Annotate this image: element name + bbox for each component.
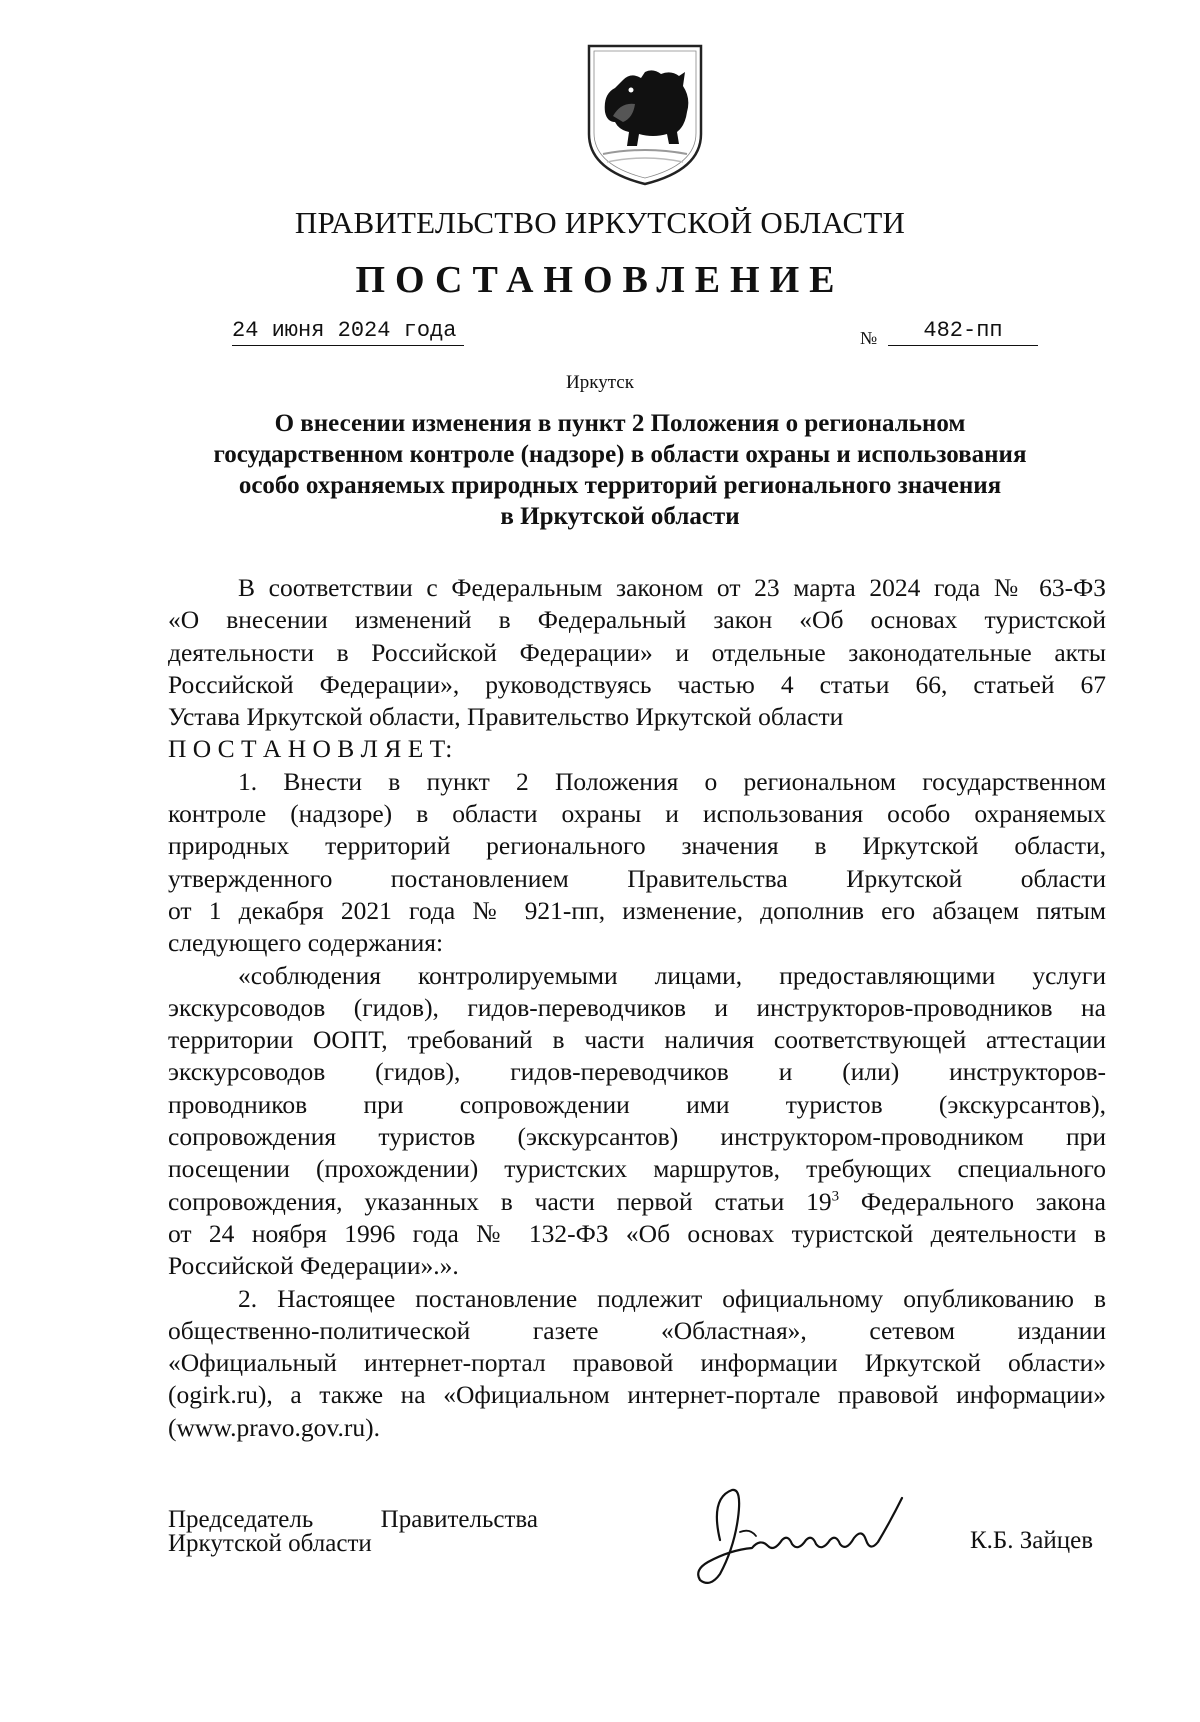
quote-line: экскурсоводов (гидов), гидов-переводчиков и (или) инструкторов- xyxy=(168,1057,1106,1087)
title-line: государственном контроле (надзоре) в области охраны и использования xyxy=(213,441,1027,468)
quote-text: сопровождения, указанных в части первой статьи 19 xyxy=(168,1186,832,1216)
item2-line: общественно-политической газете «Областная», сетевом издании xyxy=(168,1315,1106,1345)
document-date: 24 июня 2024 года xyxy=(232,318,464,346)
quote-line: Российской Федерации».». xyxy=(168,1251,459,1281)
quote-line: от 24 ноября 1996 года № 132-ФЗ «Об основах туристской деятельности в xyxy=(168,1218,1106,1248)
item1-line: от 1 декабря 2021 года № 921-пп, изменение, дополнив его абзацем пятым xyxy=(168,895,1106,925)
item2-line: 2. Настоящее постановление подлежит официальному опубликованию в xyxy=(238,1283,1106,1313)
title-line: О внесении изменения в пункт 2 Положения о региональном xyxy=(274,410,966,437)
quote-line: проводников при сопровождении ими туристов (экскурсантов), xyxy=(168,1089,1106,1119)
document-number: 482-пп xyxy=(888,318,1038,346)
signatory-position xyxy=(168,1508,538,1556)
preamble-line: Устава Иркутской области, Правительство Иркутской области xyxy=(168,702,844,732)
document-type: ПОСТАНОВЛЕНИЕ xyxy=(355,259,845,301)
preamble-line: «О внесении изменений в Федеральный закон «Об основах туристской xyxy=(168,605,1106,635)
decree-word: П О С Т А Н О В Л Я Е Т: xyxy=(168,734,453,764)
title-line: в Иркутской области xyxy=(500,503,740,530)
preamble-line: Российской Федерации», руководствуясь частью 4 статьи 66, статьей 67 xyxy=(168,669,1106,699)
item2-line: (ogirk.ru), а также на «Официальном интернет-портале правовой информации» xyxy=(168,1380,1106,1410)
quote-line: территории ООПТ, требований в части наличия соответствующей аттестации xyxy=(168,1025,1106,1055)
quote-line: сопровождения туристов (экскурсантов) инструктором-проводником при xyxy=(168,1122,1106,1152)
position-line: Иркутской области xyxy=(168,1530,372,1557)
quote-line: «соблюдения контролируемыми лицами, предоставляющими услуги xyxy=(238,960,1106,990)
item2-line: «Официальный интернет-портал правовой информации Иркутской области» xyxy=(168,1348,1106,1378)
quote-line xyxy=(168,1186,1106,1218)
item1-line: 1. Внести в пункт 2 Положения о региональном государственном xyxy=(238,766,1106,796)
item2-line: (www.pravo.gov.ru). xyxy=(168,1412,380,1442)
number-sign: № xyxy=(860,328,878,348)
item1-line: контроле (надзоре) в области охраны и использования особо охраняемых xyxy=(168,799,1106,829)
document-title xyxy=(160,408,1080,532)
preamble-line: В соответствии с Федеральным законом от 23 марта 2024 года № 63-ФЗ xyxy=(238,573,1106,602)
quote-line: экскурсоводов (гидов), гидов-переводчиков и инструкторов-проводников на xyxy=(168,992,1106,1022)
signatory-name: К.Б. Зайцев xyxy=(970,1527,1094,1554)
item1-line: утвержденного постановлением Правительства Иркутской области xyxy=(168,863,1106,893)
item1-line: природных территорий регионального значения в Иркутской области, xyxy=(168,831,1106,861)
government-name: ПРАВИТЕЛЬСТВО ИРКУТСКОЙ ОБЛАСТИ xyxy=(294,205,906,240)
document-city: Иркутск xyxy=(566,372,634,393)
preamble-line: деятельности в Российской Федерации» и отдельные законодательные акты xyxy=(168,637,1106,667)
position-line: Председатель Правительства xyxy=(168,1506,538,1533)
coat-of-arms-icon xyxy=(583,42,707,188)
quote-text: Федерального закона xyxy=(839,1186,1106,1216)
handwritten-signature-icon xyxy=(680,1478,940,1594)
quote-line: посещении (прохождении) туристских маршрутов, требующих специального xyxy=(168,1154,1106,1184)
item1-line: следующего содержания: xyxy=(168,928,444,958)
superscript: 3 xyxy=(831,1188,840,1205)
title-line: особо охраняемых природных территорий регионального значения xyxy=(238,472,1002,499)
document-body xyxy=(168,572,1106,1444)
